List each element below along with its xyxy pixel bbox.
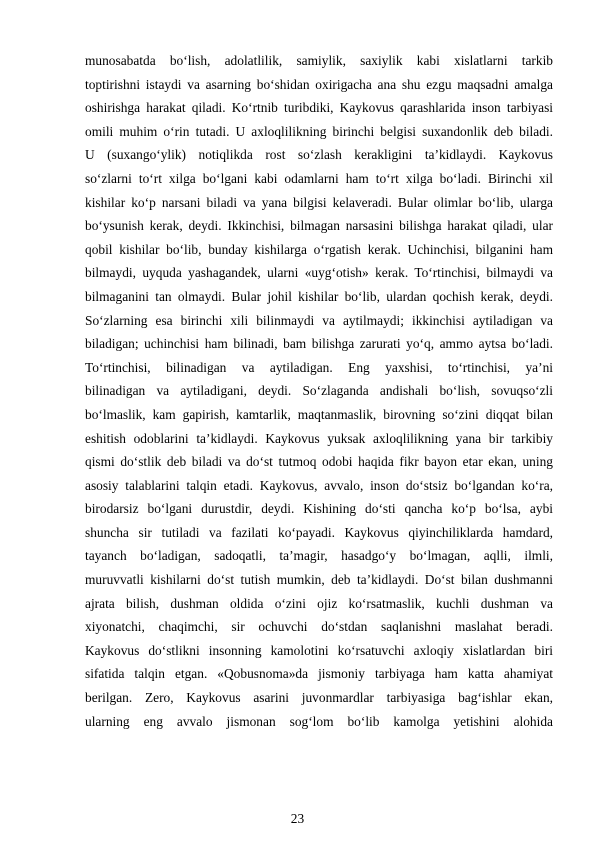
text-line: qobil kishilar bo‘lib, bunday kishilarga o‘rgatish kerak. Uchinchisi, bilganini ham (85, 241, 553, 257)
text-line: U (suxango‘ylik) notiqlikda rost so‘zlash kerakligini ta’kidlaydi. Kaykovus (85, 147, 553, 163)
text-line: bo‘lmaslik, kam gapirish, kamtarlik, maqtanmaslik, birovning so‘zini diqqat bilan (85, 406, 553, 422)
text-line: shuncha sir tutiladi va fazilati ko‘payadi. Kaykovus qiyinchiliklarda hamdard, (85, 524, 553, 540)
text-line: eshitish odoblarini ta’kidlaydi. Kaykovus yuksak axloqlilikning yana bir tarkibiy (85, 430, 553, 446)
text-line: bo‘ysunish kerak, deydi. Ikkinchisi, bilmagan narsasini bilishga harakat qiladi, ular (85, 218, 553, 234)
text-line: muruvvatli kishilarni do‘st tutish mumkin, deb ta’kidlaydi. Do‘st bilan dushmanni (85, 572, 553, 588)
text-line: ajrata bilish, dushman oldida o‘zini ojiz ko‘rsatmaslik, kuchli dushman va (85, 595, 553, 611)
text-line: xiyonatchi, chaqimchi, sir ochuvchi do‘stdan saqlanishni maslahat beradi. (85, 619, 553, 635)
text-line: bilmaydi, uyquda yashagandek, ularni «uyg‘otish» kerak. To‘rtinchisi, bilmaydi va (85, 265, 553, 281)
text-line: sifatida talqin etgan. «Qobusnoma»da jismoniy tarbiyaga ham katta ahamiyat (85, 666, 553, 682)
text-line: To‘rtinchisi, bilinadigan va aytiladigan. Eng yaxshisi, to‘rtinchisi, ya’ni (85, 359, 553, 375)
page-number: 23 (290, 811, 305, 826)
text-line: tayanch bo‘ladigan, sadoqatli, ta’magir, hasadgo‘y bo‘lmagan, aqlli, ilmli, (85, 548, 553, 564)
text-line: omili muhim o‘rin tutadi. U axloqlilikning birinchi belgisi suxandonlik deb biladi. (85, 123, 553, 139)
text-line: oshirishga harakat qiladi. Ko‘rtnib turibdiki, Kaykovus qarashlarida inson tarbiyasi (85, 100, 553, 116)
text-line: biladigan; uchinchisi ham bilinadi, bam bilishga zarurati yo‘q, ammo aytsa bo‘ladi. (85, 336, 553, 352)
body-text (85, 49, 553, 733)
text-line: Kaykovus do‘stlikni insonning kamolotini ko‘rsatuvchi axloqiy xislatlardan biri (85, 642, 553, 658)
text-line: bilinadigan va aytiladigani, deydi. So‘zlaganda andishali bo‘lish, sovuqso‘zli (85, 383, 553, 399)
text-line: ularning eng avvalo jismonan sog‘lom bo‘lib kamolga yetishini alohida (85, 713, 553, 729)
text-line: kishilar ko‘p narsani biladi va yana bilgisi kelaveradi. Bular olimlar bo‘lib, ularga (85, 194, 553, 210)
text-line: So‘zlarning esa birinchi xili bilinmaydi va aytilmaydi; ikkinchisi aytiladigan va (85, 312, 553, 328)
text-line: birodarsiz bo‘lgani durustdir, deydi. Kishining do‘sti qancha ko‘p bo‘lsa, aybi (85, 501, 553, 517)
text-line: so‘zlarni to‘rt xilga bo‘lgani kabi odamlarni ham to‘rt xilga bo‘ladi. Birinchi xil (85, 170, 553, 186)
text-line: qismi do‘stlik deb biladi va do‘st tutmoq odobi haqida fikr bayon etar ekan, uning (85, 454, 553, 470)
text-line: asosiy talablarini talqin etadi. Kaykovus, avvalo, inson do‘stsiz bo‘lgandan ko‘ra, (85, 477, 553, 493)
text-line: toptirishni istaydi va asarning bo‘shidan oxirigacha ana shu ezgu maqsadni amalga (85, 76, 553, 92)
text-line: munosabatda bo‘lish, adolatlilik, samiylik, saxiylik kabi xislatlarni tarkib (85, 53, 553, 68)
text-line: bilmaganini tan olmaydi. Bular johil kishilar bo‘lib, ulardan qochish kerak, deydi. (85, 288, 553, 304)
text-line: berilgan. Zero, Kaykovus asarini juvonmardlar tarbiyasiga bag‘ishlar ekan, (85, 690, 553, 706)
